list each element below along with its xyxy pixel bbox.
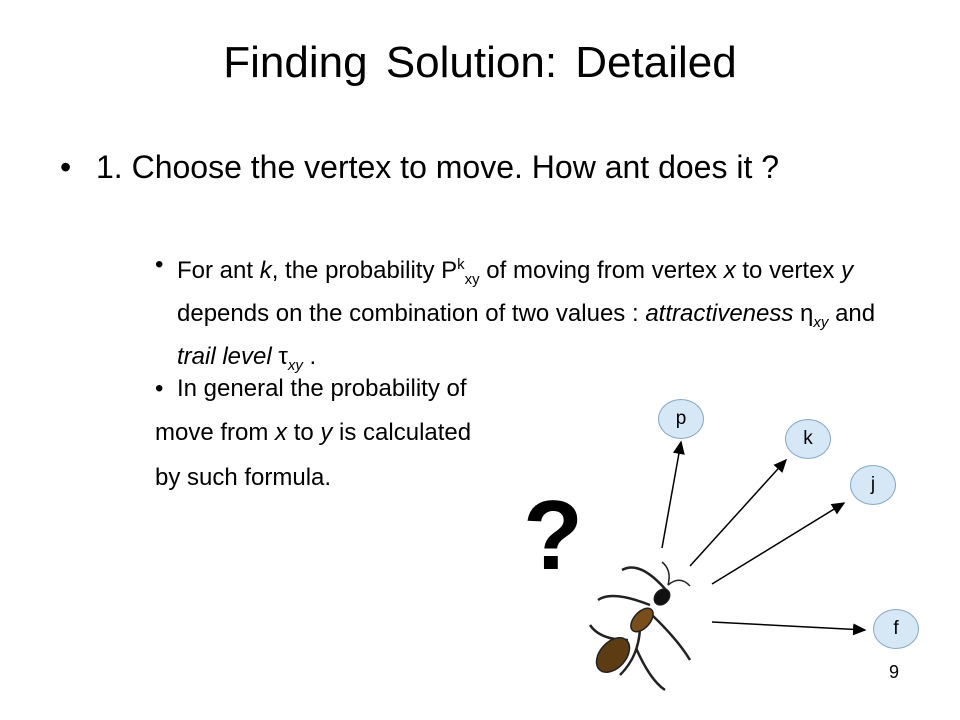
node-p: p [658,399,704,439]
node-f: f [873,609,919,649]
arrow-to-p [662,442,681,548]
formula-line-1: move from x to y is calculated [155,419,472,446]
bullet-dot: • [155,375,164,402]
page-number: 9 [889,662,900,682]
arrow-to-f [712,622,865,630]
arrow-to-k [690,460,786,566]
arrow-to-j [712,503,844,584]
sub-bullet-text: In general the probability of [177,375,467,402]
ant-icon [590,562,690,690]
question-mark: ? [523,480,583,590]
node-k: k [785,419,831,459]
bullet-dot: • [155,251,164,278]
sub-bullet-text: For ant k, the probability $P^k_{xy}$ of moving from vertex x to vertex y depends on the combination of two values : attractiveness $\eta_{xy}$ and trail level $\tau_{xy}$ . [177,256,876,374]
bullet-dot: • [60,149,72,185]
node-j: j [850,465,896,505]
main-bullet-text: 1. Choose the vertex to move. How ant does it ? [96,149,780,185]
formula-line-2: by such formula. [155,464,332,491]
slide-title: Finding Solution: Detailed [223,38,737,87]
